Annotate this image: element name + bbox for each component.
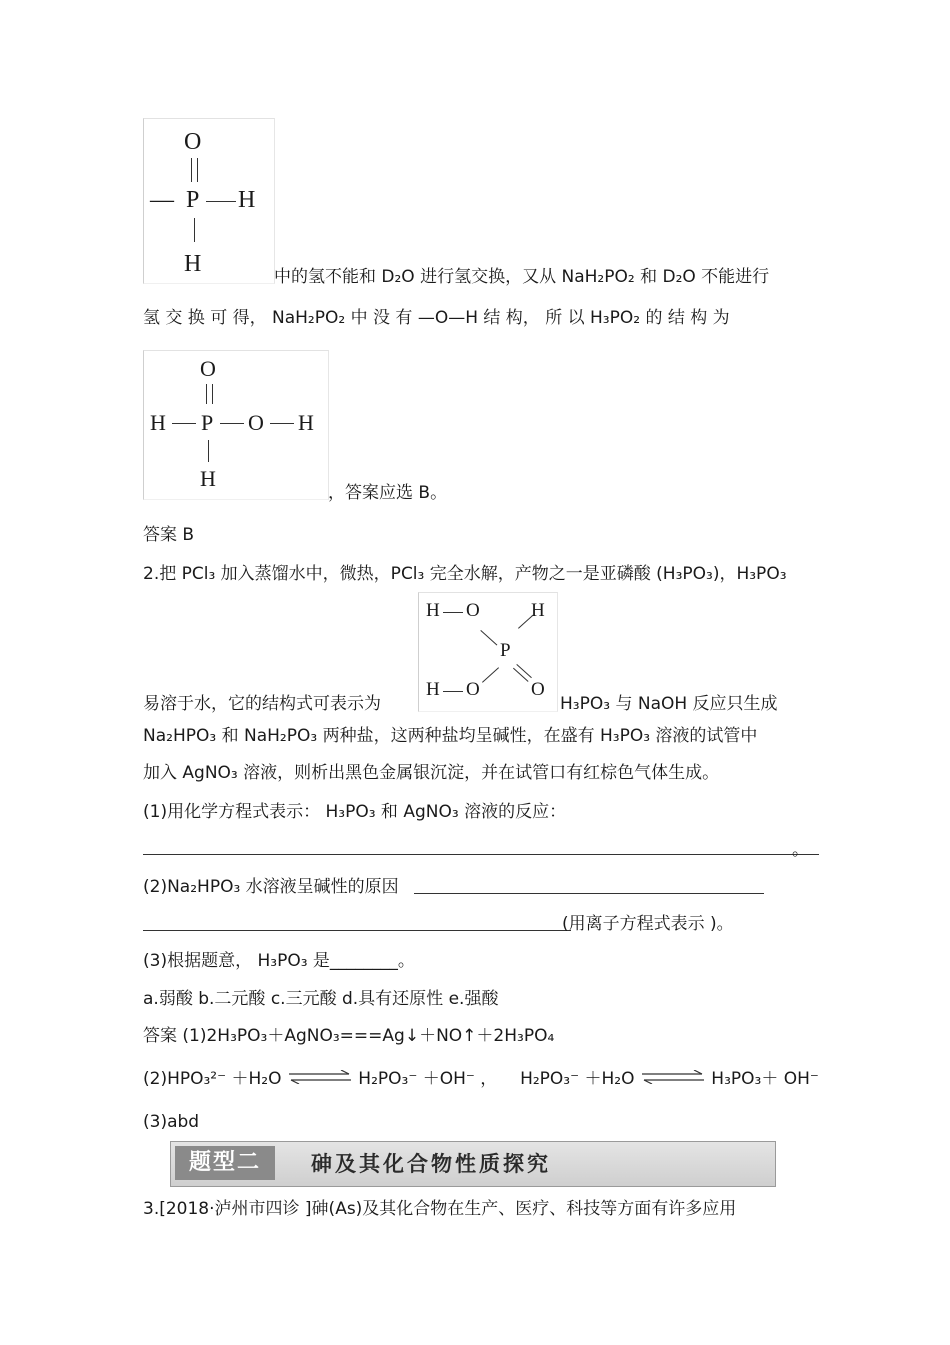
struct1-dash-left: — [150, 187, 174, 213]
options: a.弱酸 b.二元酸 c.三元酸 d.具有还原性 e.强酸 [143, 989, 499, 1009]
struct2-h-right: H [298, 410, 314, 435]
sub-question-1-end: 。 [792, 840, 809, 860]
equilibrium-arrow-icon [287, 1070, 353, 1084]
ans2-part-c: H₂PO₃⁻ ＋H₂O [520, 1069, 635, 1089]
question-2-line1: 2.把 PCl₃ 加入蒸馏水中，微热，PCl₃ 完全水解，产物之一是亚磷酸 (H₃PO₃)，H₃PO₃ [143, 564, 787, 584]
sub-question-3: (3)根据题意， H₃PO₃ 是________。 [143, 951, 415, 971]
answer-1: 答案 B [143, 525, 195, 545]
struct2-o: O [200, 356, 216, 381]
struct1-double-bond [191, 158, 198, 182]
question-3: 3.[2018·泸州市四诊 ]砷(As)及其化合物在生产、医疗、科技等方面有许多应用 [143, 1199, 737, 1219]
struct3-h-bl: H [426, 679, 440, 700]
question-2-line4: 加入 AgNO₃ 溶液，则析出黑色金属银沉淀，并在试管口有红棕色气体生成。 [143, 763, 720, 783]
struct2-p: P [201, 410, 214, 435]
struct3-p: P [500, 640, 511, 661]
struct1-o: O [184, 129, 202, 155]
struct2-bond-po [220, 423, 244, 424]
answer-2-line2 [143, 1068, 819, 1090]
struct3-o-br: O [531, 679, 545, 700]
sub-question-2b: (用离子方程式表示 )。 [562, 914, 734, 934]
answer-2-line1: 答案 (1)2H₃PO₃＋AgNO₃===Ag↓＋NO↑＋2H₃PO₄ [143, 1026, 555, 1046]
sub-question-2a: (2)Na₂HPO₃ 水溶液呈碱性的原因 [143, 877, 399, 897]
ans2-part-d: H₃PO₃＋ OH⁻ [711, 1069, 819, 1089]
struct2-h-left: H [150, 410, 166, 435]
struct2-bond-oh [270, 423, 294, 424]
para1-line1: 中的氢不能和 D₂O 进行氢交换，又从 NaH₂PO₂ 和 D₂O 不能进行 [274, 267, 770, 287]
struct3-h-tr: H [531, 600, 545, 621]
ans2-part-b: H₂PO₃⁻ ＋OH⁻ ， [358, 1069, 498, 1089]
struct3-bond-ho-top [443, 612, 463, 613]
para1-line3: ，答案应选 B。 [328, 483, 448, 503]
struct2-o-mid: O [248, 410, 264, 435]
question-2-line3: Na₂HPO₃ 和 NaH₂PO₃ 两种盐，这两种盐均呈碱性，在盛有 H₃PO₃ 溶液的试管中 [143, 726, 758, 746]
section-tag: 题型二 [175, 1146, 275, 1180]
struct3-o-tl: O [466, 600, 480, 621]
question-2-line2b: H₃PO₃ 与 NaOH 反应只生成 [560, 694, 778, 714]
question-2-line2a: 易溶于水，它的结构式可表示为 [143, 694, 381, 714]
struct1-h-bottom: H [184, 251, 202, 277]
struct2-bond-hp [172, 423, 196, 424]
struct3-bond-ho-bottom [443, 691, 463, 692]
ans2-part-a: (2)HPO₃²⁻ ＋H₂O [143, 1069, 282, 1089]
struct2-double-bond [206, 384, 213, 404]
sub-question-1: (1)用化学方程式表示： H₃PO₃ 和 AgNO₃ 溶液的反应： [143, 802, 567, 822]
section-title: 砷及其化合物性质探究 [311, 1152, 551, 1176]
struct1-bond-down [194, 218, 195, 242]
struct1-p: P [186, 187, 200, 213]
answer-blank-2b[interactable] [143, 930, 571, 931]
struct1-h-right: H [238, 187, 256, 213]
struct3-h-tl: H [426, 600, 440, 621]
struct3-o-bl: O [466, 679, 480, 700]
answer-blank-2a[interactable] [414, 893, 764, 894]
equilibrium-arrow-icon-2 [640, 1070, 706, 1084]
para1-line2: 氢 交 换 可 得， NaH₂PO₂ 中 没 有 —O—H 结 构， 所 以 H₃PO₂ 的 结 构 为 [143, 308, 730, 328]
answer-blank-1[interactable] [143, 854, 819, 855]
struct2-h-bottom: H [200, 466, 216, 491]
struct1-bond-ph [206, 201, 236, 202]
struct2-bond-down [208, 440, 209, 462]
section-banner [170, 1141, 776, 1187]
answer-2-line3: (3)abd [143, 1112, 200, 1132]
